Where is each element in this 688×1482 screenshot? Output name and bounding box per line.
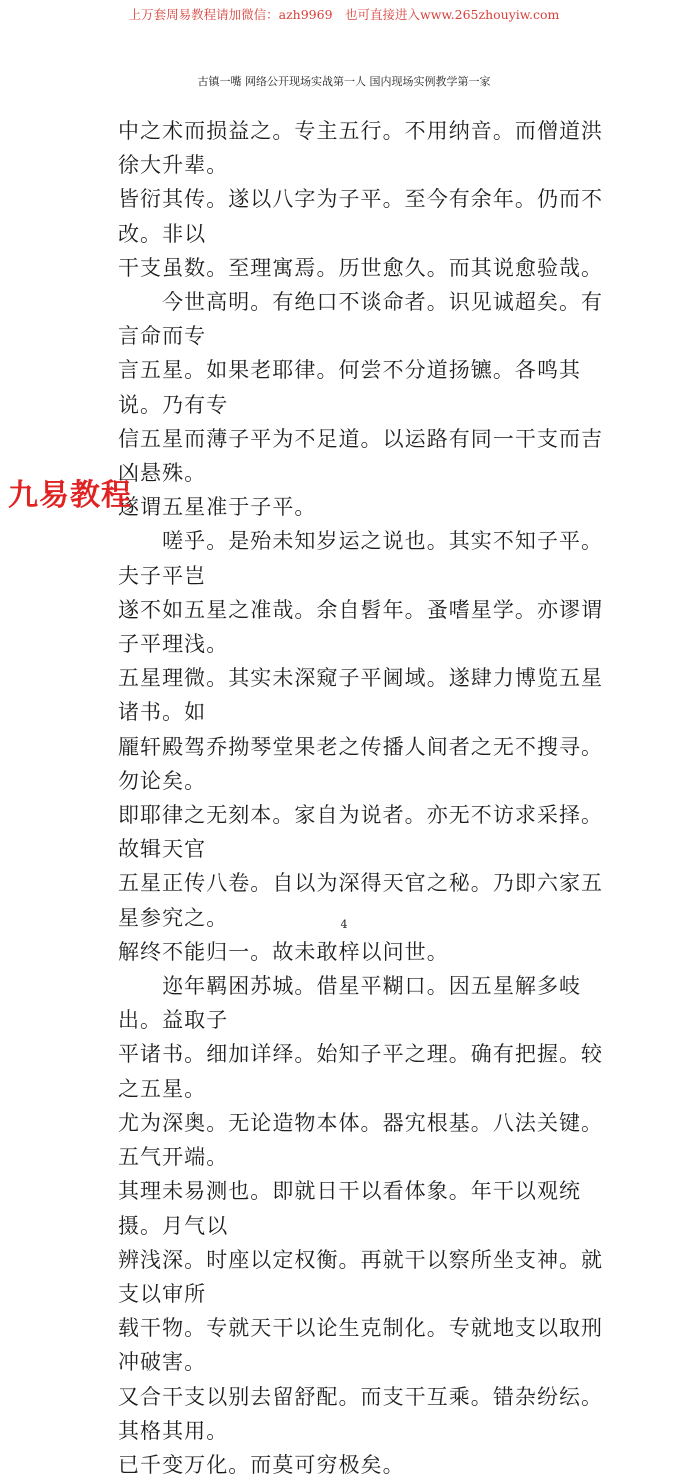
page-header: 古镇一嘴 网络公开现场实战第一人 国内现场实例教学第一家 xyxy=(197,75,491,88)
body-text xyxy=(118,114,608,1482)
watermark-stamp: 九易教程 xyxy=(8,478,132,513)
paragraph-2: 今世高明。有绝口不谈命者。识见诚超矣。有言命而专 言五星。如果老耶律。何尝不分道扬镳。各鸣其说。乃有专 信五星而薄子平为不足道。以运路有同一干支而吉凶悬殊。 遂谓五星准于子平。 xyxy=(118,290,604,520)
watermark-banner: 上万套周易教程请加微信：azh9969 也可直接进入www.265zhouyiw.com xyxy=(128,7,560,22)
paragraph-3: 嗟乎。是殆未知岁运之说也。其实不知子平。夫子平岂 遂不如五星之准哉。余自髫年。蚤嗜星学。亦谬谓子平理浅。 五星理微。其实未深窥子平阃域。遂肆力博览五星诸书。如 龎轩殿驾乔拗琴堂果老之传播人间者之无不搜寻。勿论矣。 即耶律之无刻本。家自为说者。亦无不访求采择。故辑天官 五星正传八卷。自以为深得天官之秘。乃即六家五星参究之。 解终不能归一。故未敢梓以问世。 xyxy=(118,529,604,964)
paragraph-1: 中之术而损益之。专主五行。不用纳音。而僧道洪徐大升辈。 皆衍其传。遂以八字为子平。至今有余年。仍而不改。非以 干支虽数。至理寓焉。历世愈久。而其说愈验哉。 xyxy=(118,119,604,280)
paragraph-4: 迩年羁困苏城。借星平糊口。因五星解多岐出。益取子 平诸书。细加详绎。始知子平之理。确有把握。较之五星。 尤为深奥。无论造物本体。器宄根基。八法关键。五气开端。 其理未易测也。即就日干以看体象。年干以观统摄。月气以 辨浅深。时座以定权衡。再就干以察所坐支神。就支以审所 载干物。专就天干以论生克制化。专就地支以取刑冲破害。 又合干支以别去留舒配。而支干互乘。错杂纷纭。其格其用。 已千变万化。而莫可穷极矣。 xyxy=(118,974,604,1477)
page-number: 4 xyxy=(340,918,348,931)
